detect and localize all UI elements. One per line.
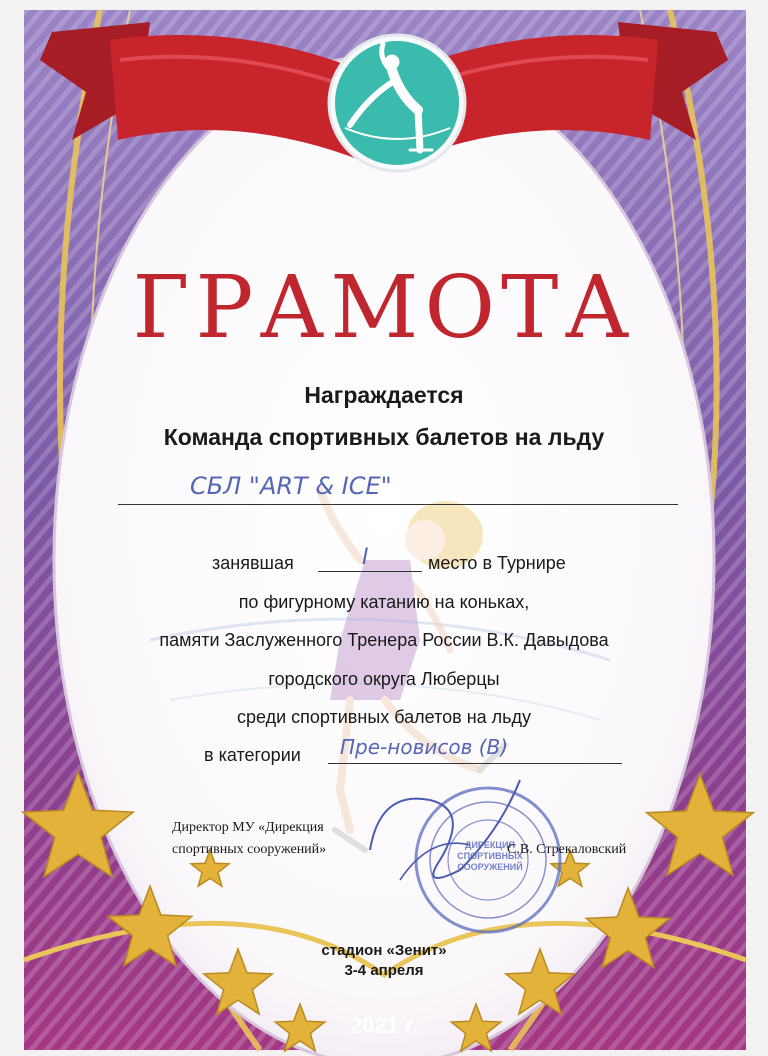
- place-handwritten: I: [362, 545, 369, 570]
- body-line-3: городского округа Люберцы: [268, 669, 500, 689]
- awarded-to: Команда спортивных балетов на льду: [163, 424, 605, 450]
- venue: стадион «Зенит»: [321, 942, 447, 959]
- place-suffix: место в Турнире: [428, 553, 566, 573]
- place-row: [0, 545, 768, 581]
- category-label: в категории: [204, 745, 301, 765]
- director-title-line1: Директор МУ «Дирекция: [172, 820, 324, 835]
- body-line-1: по фигурному катанию на коньках,: [238, 592, 530, 612]
- team-name-handwritten: СБЛ "ART & ICE": [190, 472, 392, 500]
- stamp-text: ДИРЕКЦИЯ СПОРТИВНЫХ СООРУЖЕНИЙ: [457, 840, 523, 872]
- place-prefix: занявшая: [212, 553, 294, 573]
- category-handwritten: Пре-новисов (В): [340, 735, 509, 759]
- certificate-title: ГРАМОТА: [132, 258, 636, 358]
- body-line-4: среди спортивных балетов на льду: [236, 707, 532, 727]
- category-line: [328, 763, 622, 764]
- event-dates: 3-4 апреля: [344, 962, 424, 979]
- category-row: [0, 735, 768, 773]
- body-line-2: памяти Заслуженного Тренера России В.К. Давыдова: [159, 630, 609, 650]
- team-name-line: [118, 504, 678, 505]
- awarded-label: Награждается: [304, 382, 464, 408]
- director-name: С.В. Стрекаловский: [507, 842, 627, 857]
- director-title-line2: спортивных сооружений»: [172, 842, 327, 857]
- place-line: [318, 571, 422, 572]
- year: 2021 г.: [349, 1013, 419, 1038]
